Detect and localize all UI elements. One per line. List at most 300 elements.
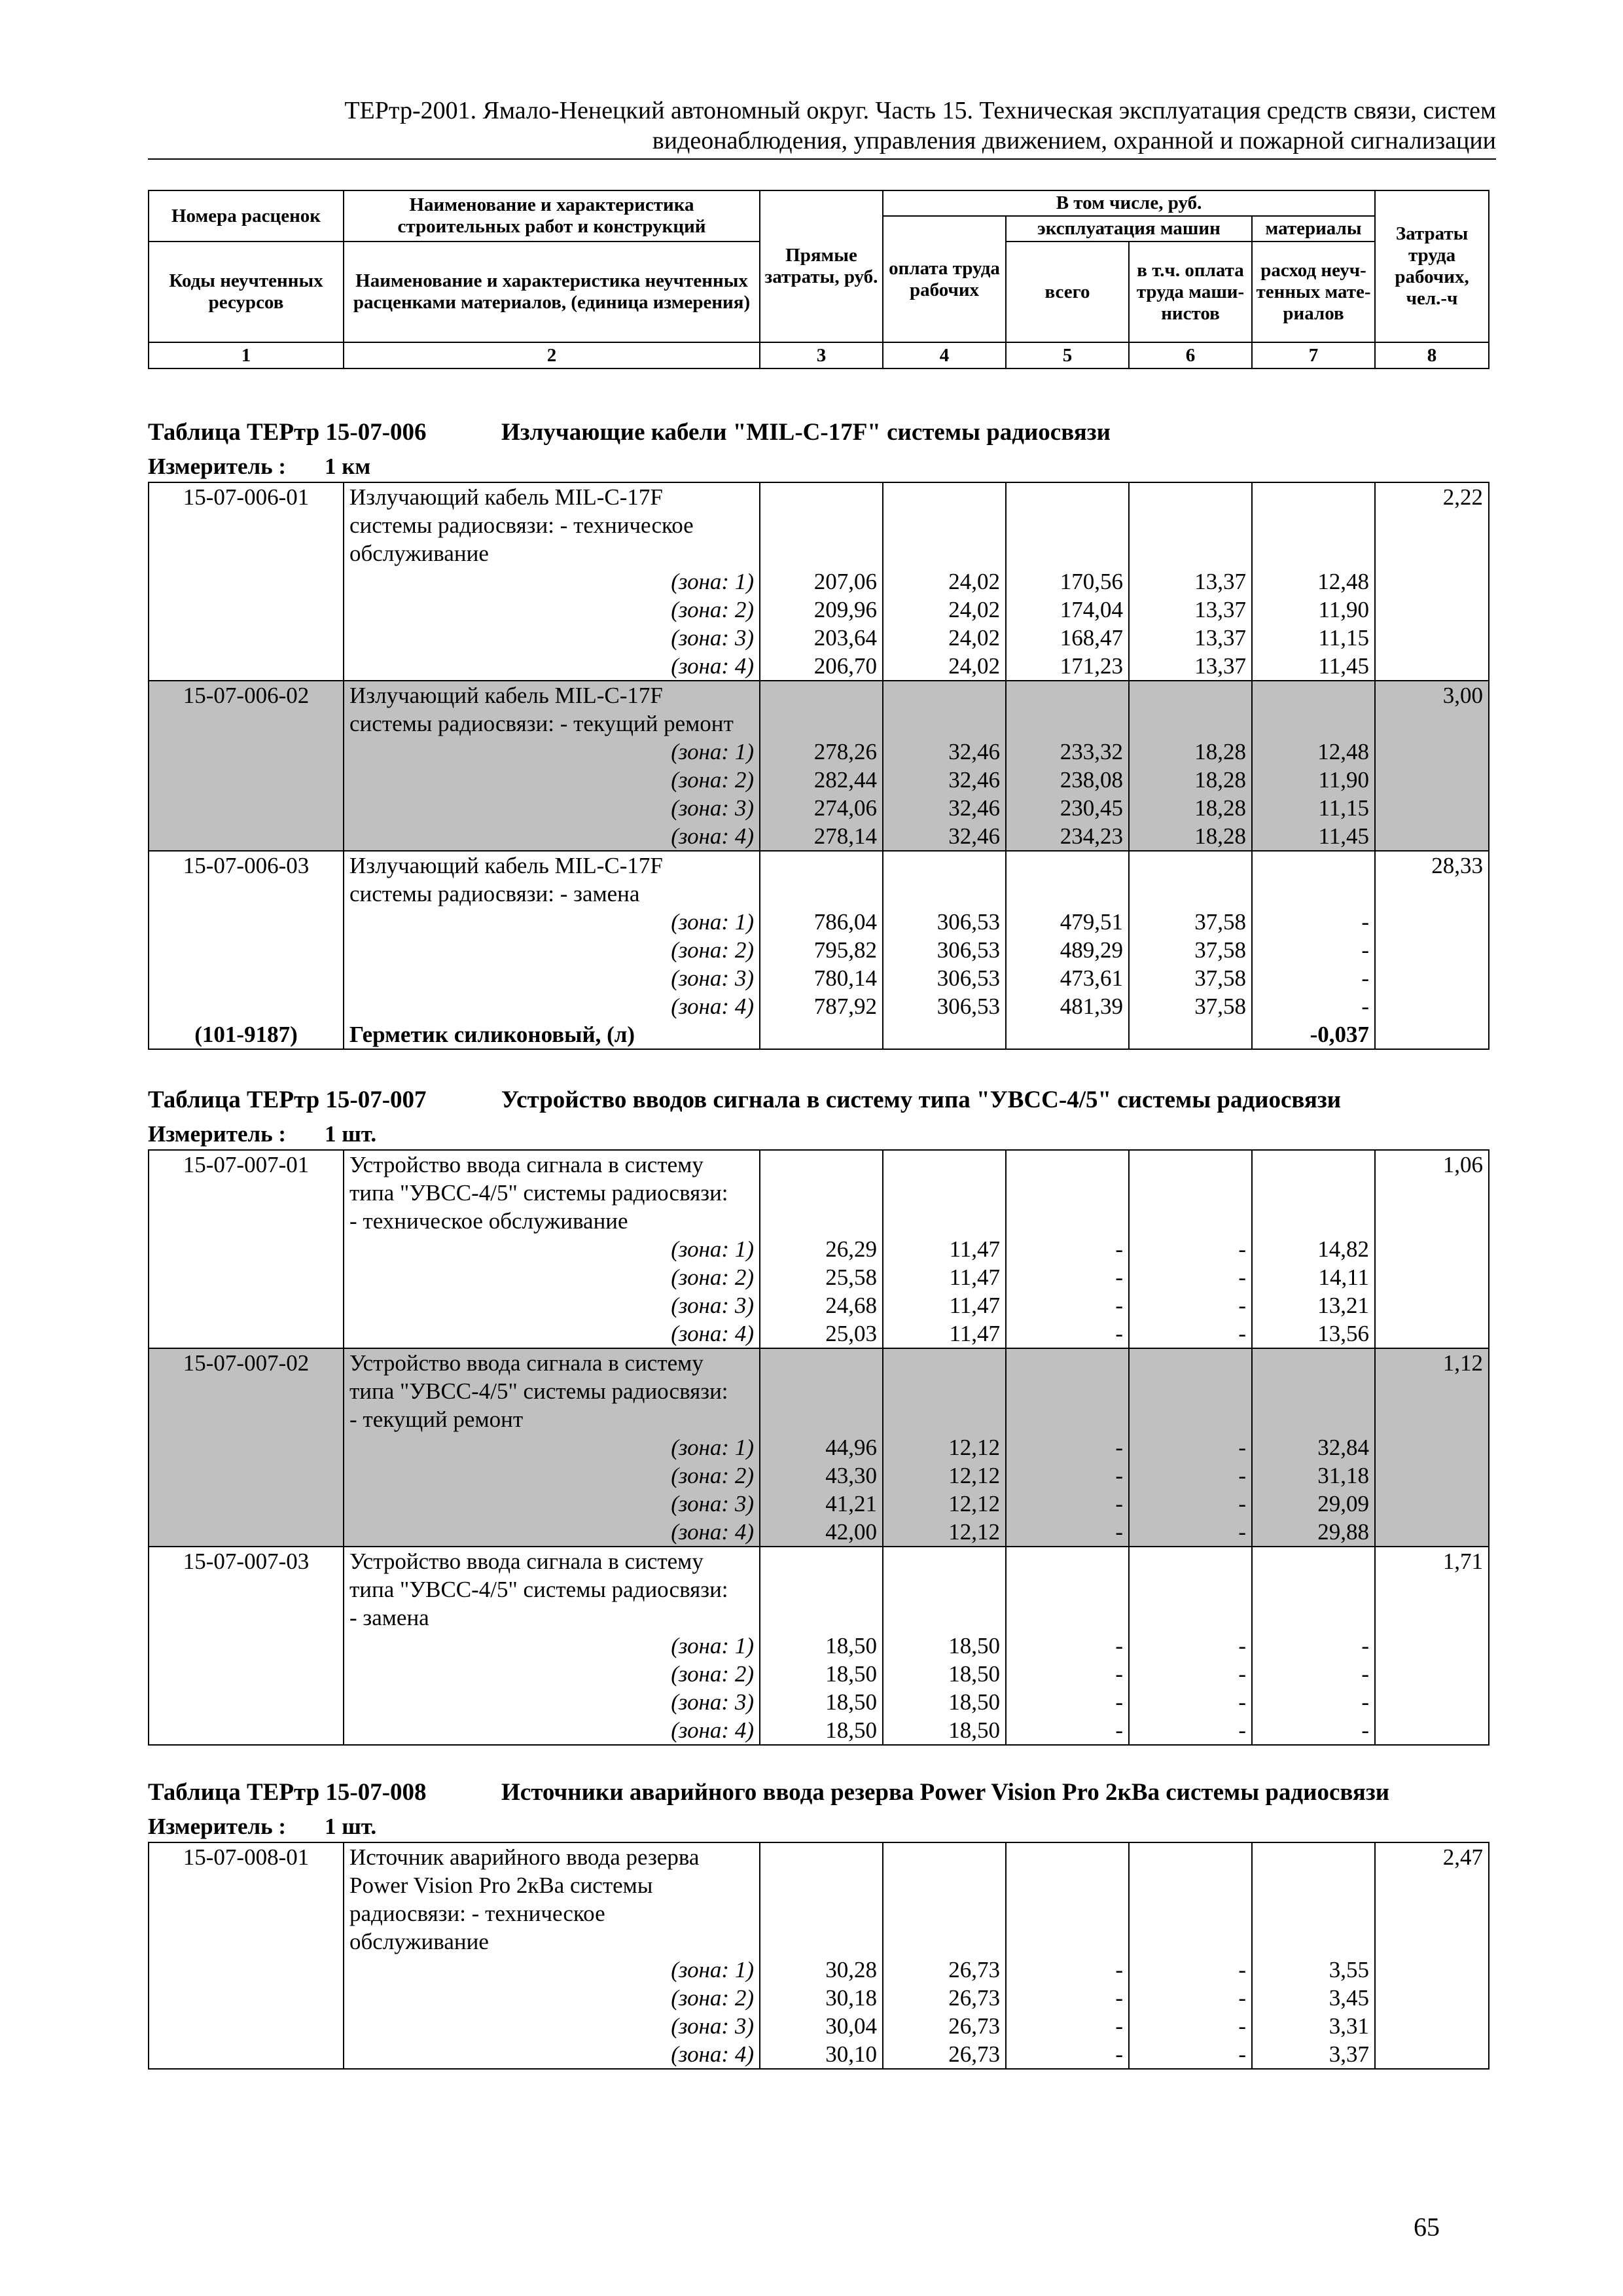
empty-cell xyxy=(1252,1928,1375,1956)
empty-cell xyxy=(760,1575,883,1604)
empty-cell xyxy=(1129,851,1252,880)
empty-cell xyxy=(1375,1263,1489,1291)
empty-cell xyxy=(149,992,344,1020)
empty-cell xyxy=(760,1179,883,1207)
zone-row xyxy=(149,1518,1489,1547)
materials-cost: 11,15 xyxy=(1252,624,1375,652)
empty-cell xyxy=(1129,1020,1252,1049)
zone-label: (зона: 2) xyxy=(344,596,760,624)
machinist-pay: 13,37 xyxy=(1129,652,1252,681)
rate-description: Источник аварийного ввода резерва xyxy=(344,1842,760,1871)
empty-cell xyxy=(760,482,883,511)
rate-code xyxy=(149,1899,344,1928)
labor-pay: 32,46 xyxy=(883,766,1006,794)
materials-cost: 3,31 xyxy=(1252,2012,1375,2040)
empty-cell xyxy=(149,1632,344,1660)
empty-cell xyxy=(149,794,344,822)
empty-cell xyxy=(1375,936,1489,964)
empty-cell xyxy=(1252,1899,1375,1928)
labor-cost: 1,71 xyxy=(1375,1547,1489,1575)
direct-cost: 30,18 xyxy=(760,1984,883,2012)
empty-cell xyxy=(883,1899,1006,1928)
section-title xyxy=(148,1776,1488,1809)
labor-pay: 306,53 xyxy=(883,908,1006,936)
machinist-pay: - xyxy=(1129,1660,1252,1688)
machine-total: - xyxy=(1006,1433,1129,1462)
direct-cost: 207,06 xyxy=(760,567,883,596)
empty-cell xyxy=(760,1899,883,1928)
section-id: Таблица ТЕРтр 15-07-006 xyxy=(148,419,427,446)
machine-total: - xyxy=(1006,1490,1129,1518)
machine-total: 234,23 xyxy=(1006,822,1129,851)
labor-cost: 2,47 xyxy=(1375,1842,1489,1871)
direct-cost: 42,00 xyxy=(760,1518,883,1547)
zone-label: (зона: 4) xyxy=(344,1518,760,1547)
labor-cost xyxy=(1375,1899,1489,1928)
col-pryamye: Прямые затраты, руб. xyxy=(760,190,883,342)
machinist-pay: 37,58 xyxy=(1129,992,1252,1020)
empty-cell xyxy=(1252,880,1375,908)
zone-label: (зона: 2) xyxy=(344,1263,760,1291)
materials-cost: 12,48 xyxy=(1252,738,1375,766)
rate-description: системы радиосвязи: - текущий ремонт xyxy=(344,709,760,738)
machinist-pay: 18,28 xyxy=(1129,738,1252,766)
empty-cell xyxy=(1006,1179,1129,1207)
empty-cell xyxy=(883,1150,1006,1179)
machine-total: 168,47 xyxy=(1006,624,1129,652)
empty-cell xyxy=(883,1377,1006,1405)
materials-cost: - xyxy=(1252,964,1375,992)
zone-row xyxy=(149,794,1489,822)
empty-cell xyxy=(883,1348,1006,1377)
table-row xyxy=(149,511,1489,539)
empty-cell xyxy=(1006,1405,1129,1433)
labor-cost xyxy=(1375,1207,1489,1235)
labor-pay: 26,73 xyxy=(883,2012,1006,2040)
empty-cell xyxy=(883,880,1006,908)
empty-cell xyxy=(149,2040,344,2069)
empty-cell xyxy=(1006,1575,1129,1604)
empty-cell xyxy=(1375,822,1489,851)
labor-pay: 18,50 xyxy=(883,1716,1006,1745)
labor-pay: 26,73 xyxy=(883,1956,1006,1984)
materials-cost: - xyxy=(1252,1688,1375,1716)
machinist-pay: - xyxy=(1129,1235,1252,1263)
empty-cell xyxy=(1375,2040,1489,2069)
header-line-1: ТЕРтр-2001. Ямало-Ненецкий автономный округ. Часть 15. Техническая эксплуатация средств связи, систем xyxy=(344,97,1496,124)
materials-cost: 11,90 xyxy=(1252,596,1375,624)
zone-row xyxy=(149,1235,1489,1263)
labor-cost: 28,33 xyxy=(1375,851,1489,880)
machine-total: - xyxy=(1006,1235,1129,1263)
machine-total: 473,61 xyxy=(1006,964,1129,992)
empty-cell xyxy=(149,1319,344,1348)
materials-cost: 29,88 xyxy=(1252,1518,1375,1547)
rate-code: 15-07-006-03 xyxy=(149,851,344,880)
empty-cell xyxy=(1006,1377,1129,1405)
labor-pay: 26,73 xyxy=(883,1984,1006,2012)
rate-description: обслуживание xyxy=(344,1928,760,1956)
materials-cost: 13,21 xyxy=(1252,1291,1375,1319)
empty-cell xyxy=(1129,709,1252,738)
empty-cell xyxy=(883,539,1006,567)
col-kody: Коды неучтенных ресурсов xyxy=(149,242,344,342)
rate-code xyxy=(149,1575,344,1604)
rate-code xyxy=(149,880,344,908)
empty-cell xyxy=(1252,1179,1375,1207)
rate-description: - техническое обслуживание xyxy=(344,1207,760,1235)
labor-cost: 1,12 xyxy=(1375,1348,1489,1377)
empty-cell xyxy=(1129,1207,1252,1235)
zone-row xyxy=(149,652,1489,681)
machine-total: - xyxy=(1006,1291,1129,1319)
direct-cost: 43,30 xyxy=(760,1462,883,1490)
empty-cell xyxy=(1129,482,1252,511)
column-number: 4 xyxy=(883,342,1006,368)
table-row xyxy=(149,1842,1489,1871)
zone-row xyxy=(149,567,1489,596)
empty-cell xyxy=(883,1020,1006,1049)
zone-label: (зона: 1) xyxy=(344,567,760,596)
rate-code: 15-07-007-01 xyxy=(149,1150,344,1179)
machinist-pay: 37,58 xyxy=(1129,964,1252,992)
empty-cell xyxy=(883,1928,1006,1956)
page-header xyxy=(148,96,1496,160)
empty-cell xyxy=(883,681,1006,709)
empty-cell xyxy=(760,1020,883,1049)
empty-cell xyxy=(1006,539,1129,567)
labor-pay: 26,73 xyxy=(883,2040,1006,2069)
labor-pay: 24,02 xyxy=(883,652,1006,681)
empty-cell xyxy=(1129,1348,1252,1377)
labor-cost xyxy=(1375,539,1489,567)
machinist-pay: 18,28 xyxy=(1129,766,1252,794)
machinist-pay: 13,37 xyxy=(1129,624,1252,652)
empty-cell xyxy=(1129,1604,1252,1632)
zone-label: (зона: 4) xyxy=(344,1319,760,1348)
resource-name: Герметик силиконовый, (л) xyxy=(344,1020,760,1049)
page-number: 65 xyxy=(1414,2212,1440,2242)
column-numbers-row xyxy=(149,342,1489,368)
machine-total: - xyxy=(1006,1984,1129,2012)
machine-total: 174,04 xyxy=(1006,596,1129,624)
empty-cell xyxy=(149,822,344,851)
zone-row xyxy=(149,1688,1489,1716)
direct-cost: 18,50 xyxy=(760,1688,883,1716)
zone-label: (зона: 3) xyxy=(344,964,760,992)
direct-cost: 18,50 xyxy=(760,1716,883,1745)
empty-cell xyxy=(1006,1020,1129,1049)
empty-cell xyxy=(149,567,344,596)
machinist-pay: - xyxy=(1129,1984,1252,2012)
machine-total: 479,51 xyxy=(1006,908,1129,936)
empty-cell xyxy=(1129,1842,1252,1871)
zone-row xyxy=(149,1433,1489,1462)
empty-cell xyxy=(149,1660,344,1688)
machinist-pay: - xyxy=(1129,1433,1252,1462)
rate-code xyxy=(149,1377,344,1405)
column-number: 2 xyxy=(344,342,760,368)
col-raskhod: расход неуч-тенных мате-риалов xyxy=(1252,242,1375,342)
empty-cell xyxy=(1006,1348,1129,1377)
direct-cost: 786,04 xyxy=(760,908,883,936)
zone-row xyxy=(149,1263,1489,1291)
empty-cell xyxy=(149,908,344,936)
labor-pay: 306,53 xyxy=(883,936,1006,964)
materials-cost: 12,48 xyxy=(1252,567,1375,596)
empty-cell xyxy=(760,880,883,908)
zone-row xyxy=(149,908,1489,936)
empty-cell xyxy=(1006,709,1129,738)
labor-cost xyxy=(1375,1871,1489,1899)
machine-total: - xyxy=(1006,1632,1129,1660)
machinist-pay: - xyxy=(1129,2012,1252,2040)
empty-cell xyxy=(1375,1660,1489,1688)
labor-cost xyxy=(1375,709,1489,738)
zone-row xyxy=(149,822,1489,851)
empty-cell xyxy=(149,596,344,624)
zone-row xyxy=(149,992,1489,1020)
machinist-pay: - xyxy=(1129,1462,1252,1490)
empty-cell xyxy=(883,709,1006,738)
measure-value: 1 шт. xyxy=(325,1121,377,1147)
empty-cell xyxy=(760,1604,883,1632)
direct-cost: 30,10 xyxy=(760,2040,883,2069)
table-row xyxy=(149,1575,1489,1604)
empty-cell xyxy=(1375,908,1489,936)
labor-cost: 1,06 xyxy=(1375,1150,1489,1179)
zone-label: (зона: 3) xyxy=(344,794,760,822)
empty-cell xyxy=(1375,1716,1489,1745)
direct-cost: 278,14 xyxy=(760,822,883,851)
labor-pay: 12,12 xyxy=(883,1462,1006,1490)
rate-description: Устройство ввода сигнала в систему xyxy=(344,1150,760,1179)
table-row xyxy=(149,1150,1489,1179)
zone-label: (зона: 2) xyxy=(344,1660,760,1688)
col-expl-mashin: эксплуатация машин xyxy=(1006,216,1252,242)
labor-pay: 32,46 xyxy=(883,794,1006,822)
resource-code: (101-9187) xyxy=(149,1020,344,1049)
zone-label: (зона: 1) xyxy=(344,1433,760,1462)
zone-label: (зона: 4) xyxy=(344,822,760,851)
table-row xyxy=(149,880,1489,908)
direct-cost: 274,06 xyxy=(760,794,883,822)
empty-cell xyxy=(1375,1433,1489,1462)
empty-cell xyxy=(1252,1842,1375,1871)
empty-cell xyxy=(1375,2012,1489,2040)
table-row xyxy=(149,851,1489,880)
empty-cell xyxy=(1375,1319,1489,1348)
empty-cell xyxy=(883,1547,1006,1575)
zone-row xyxy=(149,1632,1489,1660)
rate-description: Power Vision Pro 2кВа системы xyxy=(344,1871,760,1899)
machinist-pay: - xyxy=(1129,1490,1252,1518)
empty-cell xyxy=(1129,1899,1252,1928)
empty-cell xyxy=(1375,1235,1489,1263)
machine-total: 170,56 xyxy=(1006,567,1129,596)
empty-cell xyxy=(760,1547,883,1575)
zone-row xyxy=(149,738,1489,766)
empty-cell xyxy=(1252,709,1375,738)
empty-cell xyxy=(1129,1405,1252,1433)
materials-cost: 3,45 xyxy=(1252,1984,1375,2012)
empty-cell xyxy=(1375,652,1489,681)
machine-total: 489,29 xyxy=(1006,936,1129,964)
table-row xyxy=(149,539,1489,567)
rate-code xyxy=(149,1179,344,1207)
col-naim-top: Наименование и характеристика строительных работ и конструкций xyxy=(344,190,760,242)
empty-cell xyxy=(1252,1348,1375,1377)
empty-cell xyxy=(149,1716,344,1745)
empty-cell xyxy=(1006,511,1129,539)
col-nomera: Номера расценок xyxy=(149,190,344,242)
direct-cost: 203,64 xyxy=(760,624,883,652)
labor-pay: 12,12 xyxy=(883,1433,1006,1462)
zone-label: (зона: 1) xyxy=(344,1956,760,1984)
zone-label: (зона: 4) xyxy=(344,2040,760,2069)
empty-cell xyxy=(883,1871,1006,1899)
machinist-pay: 37,58 xyxy=(1129,936,1252,964)
table-row xyxy=(149,1377,1489,1405)
rate-description: - замена xyxy=(344,1604,760,1632)
labor-pay: 11,47 xyxy=(883,1319,1006,1348)
empty-cell xyxy=(149,1263,344,1291)
machinist-pay: - xyxy=(1129,1956,1252,1984)
zone-label: (зона: 1) xyxy=(344,908,760,936)
empty-cell xyxy=(1252,1547,1375,1575)
materials-cost: - xyxy=(1252,936,1375,964)
empty-cell xyxy=(1252,1150,1375,1179)
empty-cell xyxy=(149,1518,344,1547)
empty-cell xyxy=(1375,1490,1489,1518)
empty-cell xyxy=(149,766,344,794)
machinist-pay: 37,58 xyxy=(1129,908,1252,936)
machinist-pay: - xyxy=(1129,1688,1252,1716)
empty-cell xyxy=(1252,1575,1375,1604)
direct-cost: 780,14 xyxy=(760,964,883,992)
column-number: 6 xyxy=(1129,342,1252,368)
section-title xyxy=(148,416,1488,449)
materials-cost: 14,11 xyxy=(1252,1263,1375,1291)
rate-item xyxy=(149,1348,1489,1547)
materials-cost: 11,45 xyxy=(1252,822,1375,851)
col-vsego: всего xyxy=(1006,242,1129,342)
rate-description: - текущий ремонт xyxy=(344,1405,760,1433)
measure-line xyxy=(148,1121,1488,1148)
materials-cost: 14,82 xyxy=(1252,1235,1375,1263)
empty-cell xyxy=(760,1150,883,1179)
labor-cost: 2,22 xyxy=(1375,482,1489,511)
zone-label: (зона: 2) xyxy=(344,1984,760,2012)
zone-label: (зона: 3) xyxy=(344,1291,760,1319)
materials-cost: 3,55 xyxy=(1252,1956,1375,1984)
zone-row xyxy=(149,1716,1489,1745)
direct-cost: 24,68 xyxy=(760,1291,883,1319)
empty-cell xyxy=(149,1984,344,2012)
column-number: 5 xyxy=(1006,342,1129,368)
direct-cost: 44,96 xyxy=(760,1433,883,1462)
empty-cell xyxy=(1375,1984,1489,2012)
rate-description: Излучающий кабель MIL-C-17F xyxy=(344,851,760,880)
empty-cell xyxy=(1375,1518,1489,1547)
empty-cell xyxy=(1006,880,1129,908)
col-oplata-truda: оплата труда рабочих xyxy=(883,216,1006,342)
empty-cell xyxy=(1375,766,1489,794)
zone-row xyxy=(149,1984,1489,2012)
zone-row xyxy=(149,2012,1489,2040)
direct-cost: 41,21 xyxy=(760,1490,883,1518)
materials-cost: - xyxy=(1252,992,1375,1020)
empty-cell xyxy=(1375,738,1489,766)
empty-cell xyxy=(149,1462,344,1490)
materials-cost: 29,09 xyxy=(1252,1490,1375,1518)
col-v-tom-chisle: В том числе, руб. xyxy=(883,190,1375,216)
table-row xyxy=(149,1899,1489,1928)
labor-pay: 11,47 xyxy=(883,1291,1006,1319)
empty-cell xyxy=(1375,992,1489,1020)
zone-label: (зона: 3) xyxy=(344,624,760,652)
machinist-pay: 13,37 xyxy=(1129,596,1252,624)
zone-label: (зона: 4) xyxy=(344,652,760,681)
section-id: Таблица ТЕРтр 15-07-007 xyxy=(148,1086,427,1113)
empty-cell xyxy=(1375,1020,1489,1049)
empty-cell xyxy=(1129,511,1252,539)
empty-cell xyxy=(1129,880,1252,908)
zone-row xyxy=(149,766,1489,794)
empty-cell xyxy=(1252,851,1375,880)
empty-cell xyxy=(760,1842,883,1871)
direct-cost: 18,50 xyxy=(760,1660,883,1688)
labor-cost: 3,00 xyxy=(1375,681,1489,709)
machine-total: - xyxy=(1006,2040,1129,2069)
empty-cell xyxy=(1252,1604,1375,1632)
materials-cost: - xyxy=(1252,1632,1375,1660)
empty-cell xyxy=(1375,624,1489,652)
measure-label: Измеритель : xyxy=(148,1121,287,1147)
rate-item xyxy=(149,1842,1489,2069)
empty-cell xyxy=(149,936,344,964)
section-name: Устройство вводов сигнала в систему типа "УВСС-4/5" системы радиосвязи xyxy=(501,1086,1342,1113)
zone-row xyxy=(149,1490,1489,1518)
empty-cell xyxy=(1006,1871,1129,1899)
col-naim-bottom: Наименование и характеристика неучтенных расценками материалов, (единица измерения) xyxy=(344,242,760,342)
labor-pay: 24,02 xyxy=(883,624,1006,652)
empty-cell xyxy=(1006,1842,1129,1871)
machinist-pay: - xyxy=(1129,1632,1252,1660)
rate-code: 15-07-007-02 xyxy=(149,1348,344,1377)
labor-pay: 11,47 xyxy=(883,1235,1006,1263)
labor-pay: 12,12 xyxy=(883,1518,1006,1547)
empty-cell xyxy=(1129,1179,1252,1207)
rate-code: 15-07-008-01 xyxy=(149,1842,344,1871)
table-row xyxy=(149,1604,1489,1632)
materials-cost: 3,37 xyxy=(1252,2040,1375,2069)
labor-pay: 18,50 xyxy=(883,1632,1006,1660)
labor-pay: 18,50 xyxy=(883,1688,1006,1716)
empty-cell xyxy=(760,1348,883,1377)
zone-row xyxy=(149,1660,1489,1688)
machine-total: 230,45 xyxy=(1006,794,1129,822)
zone-row xyxy=(149,964,1489,992)
empty-cell xyxy=(149,1688,344,1716)
rates-table xyxy=(148,482,1489,1050)
empty-cell xyxy=(1375,567,1489,596)
labor-cost xyxy=(1375,1575,1489,1604)
measure-label: Измеритель : xyxy=(148,454,287,479)
labor-pay: 12,12 xyxy=(883,1490,1006,1518)
empty-cell xyxy=(149,1956,344,1984)
empty-cell xyxy=(1375,1632,1489,1660)
